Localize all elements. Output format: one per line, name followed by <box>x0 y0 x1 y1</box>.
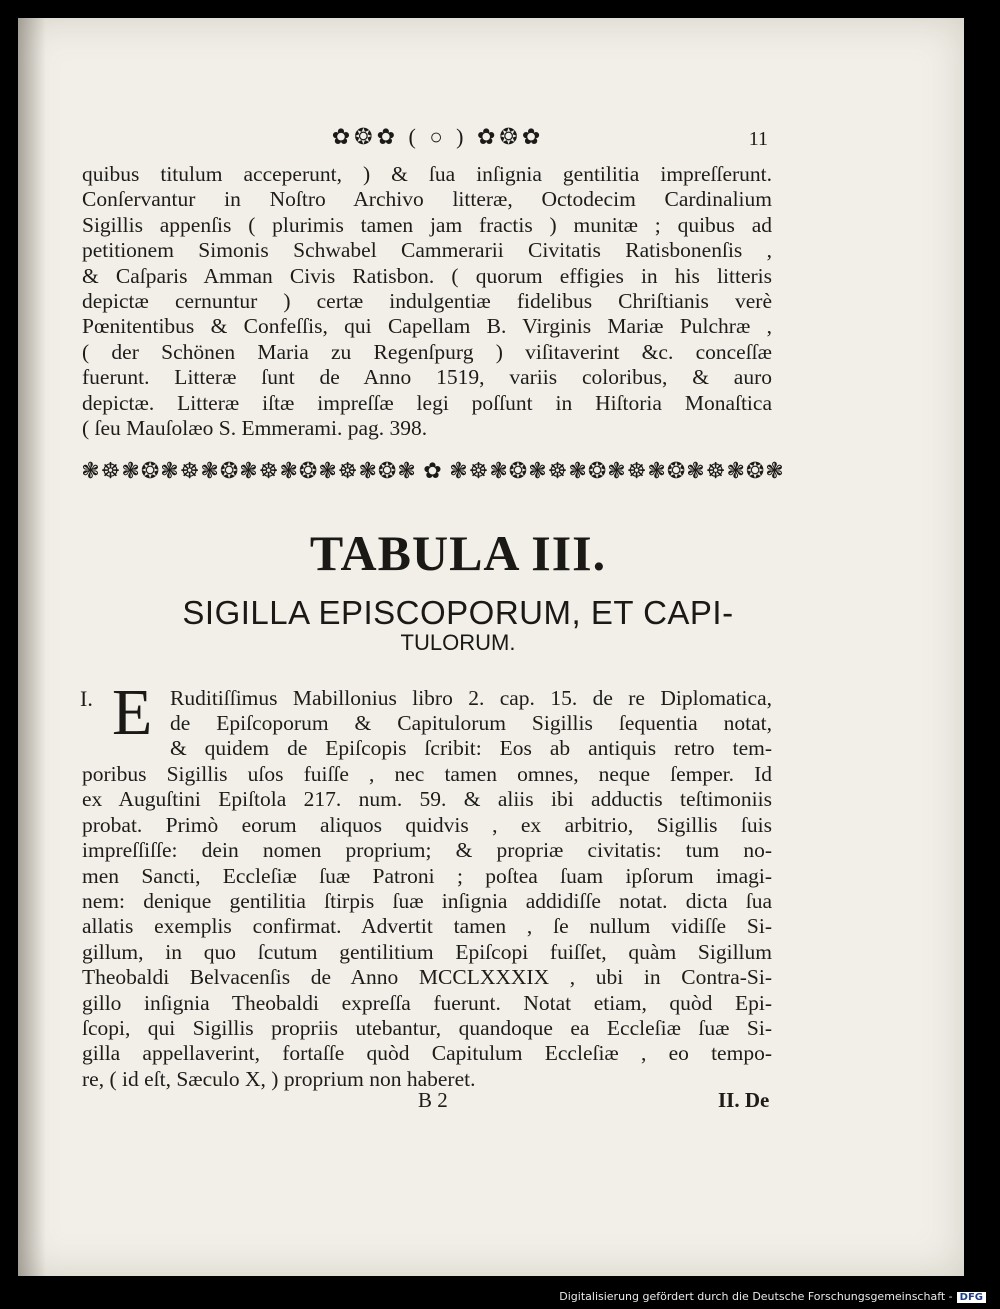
section-subtitle-continued: TULORUM. <box>400 630 516 655</box>
text-line: impreſſiſſe: dein nomen proprium; & propriæ civitatis: tum no- <box>82 838 772 863</box>
text-line: petitionem Simonis Schwabel Cammerarii Civitatis Ratisbonenſis , <box>82 238 772 263</box>
text-line: depictæ cernuntur ) certæ indulgentiæ fidelibus Chriſtianis verè <box>82 289 772 314</box>
section-title: TABULA III. <box>309 525 607 581</box>
dfg-logo: DFG <box>957 1292 986 1303</box>
paragraph-number: I. <box>80 686 93 711</box>
text-line: ( der Schönen Maria zu Regenſpurg ) viſitaverint &c. conceſſæ <box>82 339 772 364</box>
text-line: ſcopi, qui Sigillis propriis utebantur, quandoque ea Eccleſiæ ſuæ Si- <box>82 1016 772 1041</box>
catchword: II. De <box>718 1088 770 1112</box>
page-number: 11 <box>748 128 768 150</box>
text-line: probat. Primò eorum aliquos quidvis , ex arbitrio, Sigillis ſuis <box>82 812 772 837</box>
top-paragraph <box>82 162 772 441</box>
text-line: Conſervantur in Noſtro Archivo litteræ, Octodecim Cardinalium <box>82 187 772 212</box>
text-line: quibus titulum acceperunt, ) & ſua inſignia gentilitia impreſſerunt. <box>82 162 772 186</box>
text-line: Theobaldi Belvacenſis de Anno MCCLXXXIX , ubi in Contra-Si- <box>82 965 772 990</box>
drop-cap: E <box>112 676 153 749</box>
credit-text: Digitalisierung gefördert durch die Deutsche Forschungsgemeinschaft - <box>559 1290 953 1303</box>
text-line: ( ſeu Mauſolæo S. Emmerami. pag. 398. <box>82 416 428 441</box>
text-line: de Epiſcoporum & Capitulorum Sigillis ſequentia notat, <box>170 711 772 735</box>
text-line: ex Auguſtini Epiſtola 217. num. 59. & aliis ibi adductis teſtimoniis <box>82 787 772 812</box>
text-line: depictæ. Litteræ iſtæ impreſſæ legi poſſunt in Hiſtoria Monaſtica <box>82 390 772 415</box>
running-head-ornament: ✿❂✿ ( ○ ) ✿❂✿ <box>331 124 545 149</box>
text-line: nem: denique gentilitia ſtirpis ſuæ inſignia addidiſſe notat. dicta ſua <box>82 889 772 914</box>
text-line: & quidem de Epiſcopis ſcribit: Eos ab antiquis retro tem- <box>170 736 772 761</box>
text-line: allatis exemplis confirmat. Advertit tamen , ſe nullum vidiſſe Si- <box>82 914 772 939</box>
text-line: gillo inſignia Theobaldi expreſſa fuerunt. Notat etiam, quòd Epi- <box>82 990 772 1015</box>
spine-shadow <box>18 18 46 1276</box>
text-line: Sigillis appenſis ( plurimis tamen jam fractis ) munitæ ; quibus ad <box>82 212 772 237</box>
text-line: fuerunt. Litteræ ſunt de Anno 1519, variis coloribus, & auro <box>82 365 772 390</box>
text-line: Ruditiſſimus Mabillonius libro 2. cap. 15. de re Diplomatica, <box>170 686 772 710</box>
section-subtitle: SIGILLA EPISCOPORUM, ET CAPI- <box>182 594 734 631</box>
signature-mark: B 2 <box>418 1088 448 1112</box>
ornamental-divider: ❃☸❃❂❃☸❃❂❃☸❃❂❃☸❃❂❃ ✿ ❃☸❃❂❃☸❃❂❃☸❃❂❃☸❃❂❃ <box>81 458 785 483</box>
text-line: Pœnitentibus & Confeſſis, qui Capellam B. Virginis Mariæ Pulchræ , <box>82 314 772 339</box>
paragraph-first-line <box>170 686 772 711</box>
text-line: poribus Sigillis uſos fuiſſe , nec tamen omnes, neque ſemper. Id <box>82 762 772 786</box>
digitization-credit <box>559 1290 986 1303</box>
text-line: gilla appellaverint, fortaſſe quòd Capitulum Eccleſiæ , eo tempo- <box>82 1041 772 1066</box>
book-page <box>18 18 964 1276</box>
text-line: gillum, in quo ſcutum gentilitium Epiſcopi fuiſſet, quàm Sigillum <box>82 939 772 964</box>
text-line: re, ( id eſt, Sæculo X, ) proprium non haberet. <box>82 1066 476 1091</box>
paragraph-body <box>82 762 772 1092</box>
text-line: & Caſparis Amman Civis Ratisbon. ( quorum effigies in his litteris <box>82 263 772 288</box>
indented-lines <box>170 711 772 762</box>
text-line: men Sancti, Eccleſiæ ſuæ Patroni ; poſtea ſuam ipſorum imagi- <box>82 863 772 888</box>
